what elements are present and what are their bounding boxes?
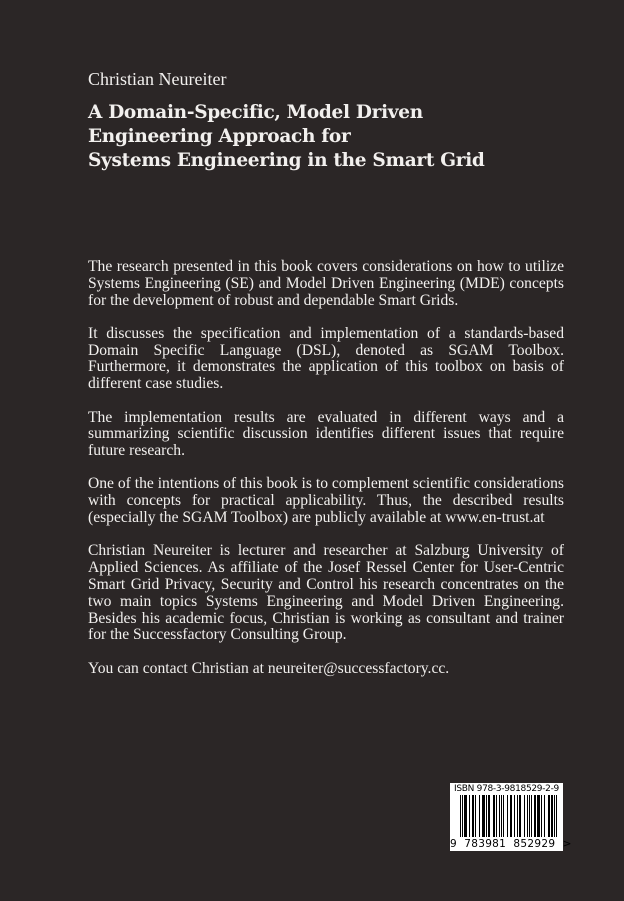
title-line: A Domain-Specific, Model Driven — [88, 102, 423, 123]
barcode-bar — [514, 795, 515, 837]
barcode-bar — [556, 795, 557, 837]
paragraph: It discusses the specification and implementation of a standards-based Domain Specific Language (DSL), denoted as SGAM Toolbox. Furthermore, it demonstrates the application of this toolbox on basis of different case studies. — [88, 324, 564, 393]
barcode-bar — [541, 795, 542, 837]
blurb — [88, 259, 564, 694]
barcode-bar — [524, 795, 525, 837]
title-line: Engineering Approach for — [88, 126, 351, 147]
barcode-bar — [475, 795, 476, 837]
barcode-bar — [510, 795, 512, 837]
barcode-bar — [517, 795, 518, 837]
barcode-bar — [464, 795, 467, 837]
barcode-bar — [479, 795, 480, 837]
barcode-bar — [531, 795, 532, 837]
barcode-bar — [462, 795, 463, 837]
barcode-bar — [469, 795, 470, 837]
barcode-bar — [548, 795, 550, 837]
paragraph: Christian Neureiter is lecturer and researcher at Salzburg University of Applied Sciences. As affiliate of the Josef Ressel Center for User-Centric Smart Grid Privacy, Security and Control his research concentrates on the two main topics Systems Engineering and Model Driven Engineering. Besides his academic focus, Christian is working as consultant and trainer for the Successfactory Consulting Group. — [88, 542, 564, 644]
barcode-bar — [496, 795, 497, 837]
barcode-bar — [460, 795, 461, 837]
author-name: Christian Neureiter — [88, 69, 227, 89]
barcode-bar — [499, 795, 500, 837]
isbn-label: ISBN 978-3-9818529-2-9 — [454, 784, 559, 794]
barcode-bar — [551, 795, 553, 837]
barcode-bar — [519, 795, 521, 837]
barcode-bar — [482, 795, 485, 837]
title-line: Systems Engineering in the Smart Grid — [88, 150, 485, 171]
paragraph: You can contact Christian at neureiter@successfactory.cc. — [88, 659, 450, 677]
barcode-bar — [554, 795, 555, 837]
paragraph: The research presented in this book covers considerations on how to utilize Systems Engineering (SE) and Model Driven Engineering (MDE) concepts for the development of robust and dependable Smart Grids. — [88, 258, 564, 309]
isbn-barcode — [450, 783, 572, 851]
barcode-bar — [537, 795, 540, 837]
paragraph: The implementation results are evaluated in different ways and a summarizing scientific discussion identifies different issues that require future research. — [88, 408, 564, 460]
paragraph: One of the intentions of this book is to complement scientific considerations with concepts for practical applicability. Thus, the described results (especially the SGAM Toolbox) are publicly available at www.en-trust.at — [88, 475, 564, 527]
barcode-bar — [501, 795, 502, 837]
barcode-bars — [460, 795, 557, 837]
barcode-bar — [527, 795, 528, 837]
barcode-bar — [529, 795, 530, 837]
barcode-bar — [486, 795, 487, 837]
barcode-digits: 9 783981 852929 > — [450, 838, 572, 850]
barcode-bar — [472, 795, 474, 837]
barcode-bar — [507, 795, 508, 837]
barcode-bar — [493, 795, 495, 837]
barcode-bar — [544, 795, 545, 837]
barcode-bar — [488, 795, 490, 837]
book-title — [88, 101, 485, 173]
barcode-bar — [503, 795, 504, 837]
barcode-bar — [534, 795, 536, 837]
